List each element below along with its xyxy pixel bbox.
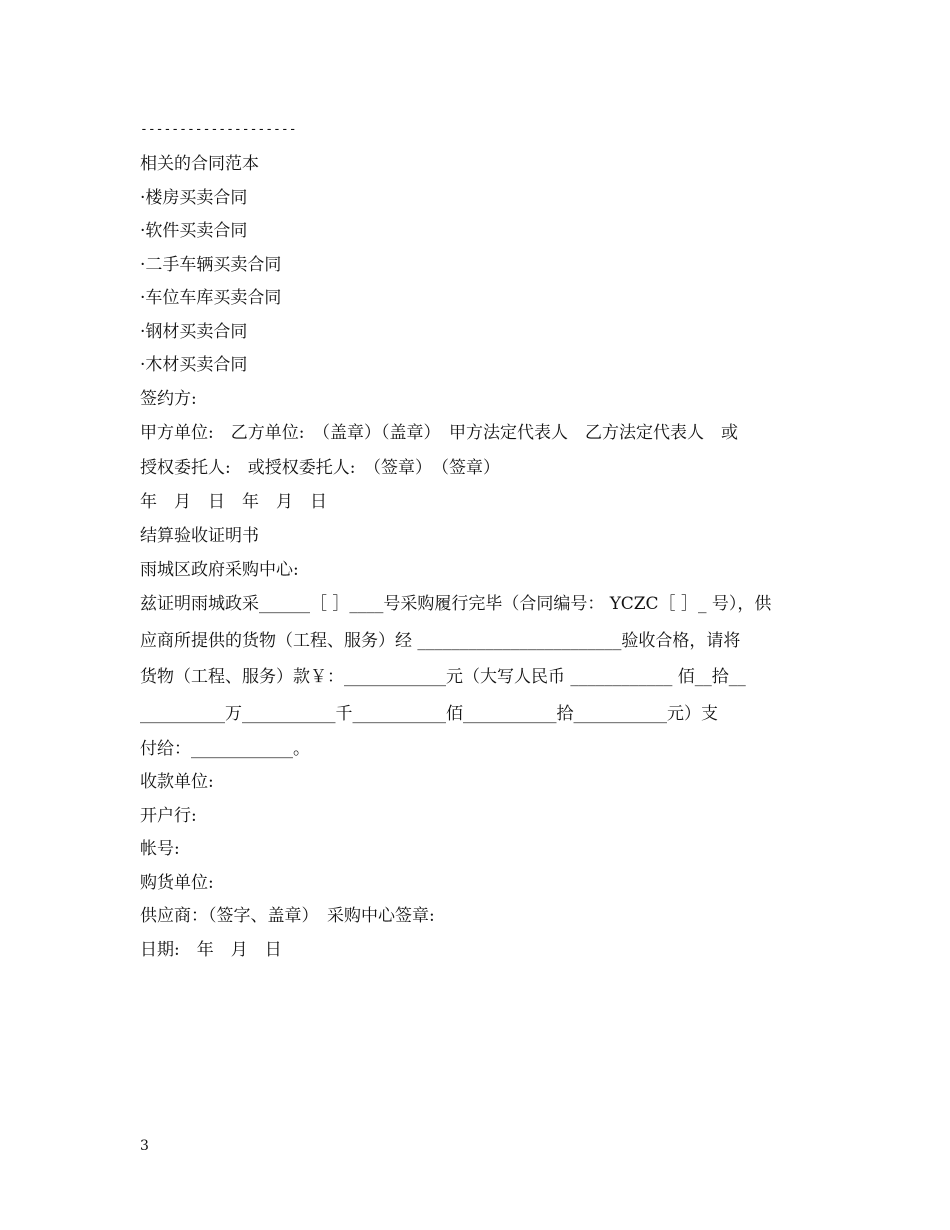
certificate-body-line: __________万___________千___________佰___________拾___________元）支 <box>140 704 718 724</box>
certificate-addressee: 雨城区政府采购中心: <box>140 560 299 580</box>
related-item[interactable]: ·木材买卖合同 <box>140 355 248 375</box>
certificate-body-line: 兹证明雨城政采______［ ］____号采购履行完毕（合同编号： YCZC［ ］_ 号），供 <box>140 594 772 614</box>
date-sign-line: 日期: 年 月 日 <box>140 940 282 960</box>
certificate-body-line: 货物（工程、服务）款￥：____________元（大写人民币 ____________ 佰__拾__ <box>140 667 746 687</box>
related-item[interactable]: ·车位车库买卖合同 <box>140 288 282 308</box>
account-label: 帐号: <box>140 839 180 859</box>
related-item[interactable]: ·二手车辆买卖合同 <box>140 255 282 275</box>
sign-authorized-line: 授权委托人: 或授权委托人: （签章） （签章） <box>140 458 500 478</box>
sign-heading: 签约方: <box>140 389 197 409</box>
related-item[interactable]: ·钢材买卖合同 <box>140 322 248 342</box>
related-heading: 相关的合同范本 <box>140 154 259 174</box>
supplier-sign-line: 供应商：（签字、盖章） 采购中心签章: <box>140 906 435 926</box>
bank-label: 开户行: <box>140 806 197 826</box>
separator-line: -------------------- <box>140 122 297 137</box>
buyer-unit-label: 购货单位: <box>140 873 214 893</box>
payee-unit-label: 收款单位: <box>140 772 214 792</box>
certificate-body-line: 付给：____________。 <box>140 739 310 759</box>
related-item[interactable]: ·楼房买卖合同 <box>140 188 248 208</box>
sign-date-line: 年 月 日 年 月 日 <box>140 492 327 512</box>
page-number: 3 <box>140 1138 149 1154</box>
certificate-body-line: 应商所提供的货物（工程、服务）经 ________________________验收合格，请将 <box>140 631 741 651</box>
sign-parties-line: 甲方单位: 乙方单位: （盖章）（盖章） 甲方法定代表人 乙方法定代表人 或 <box>140 423 738 443</box>
related-item[interactable]: ·软件买卖合同 <box>140 221 248 241</box>
certificate-title: 结算验收证明书 <box>140 526 259 546</box>
